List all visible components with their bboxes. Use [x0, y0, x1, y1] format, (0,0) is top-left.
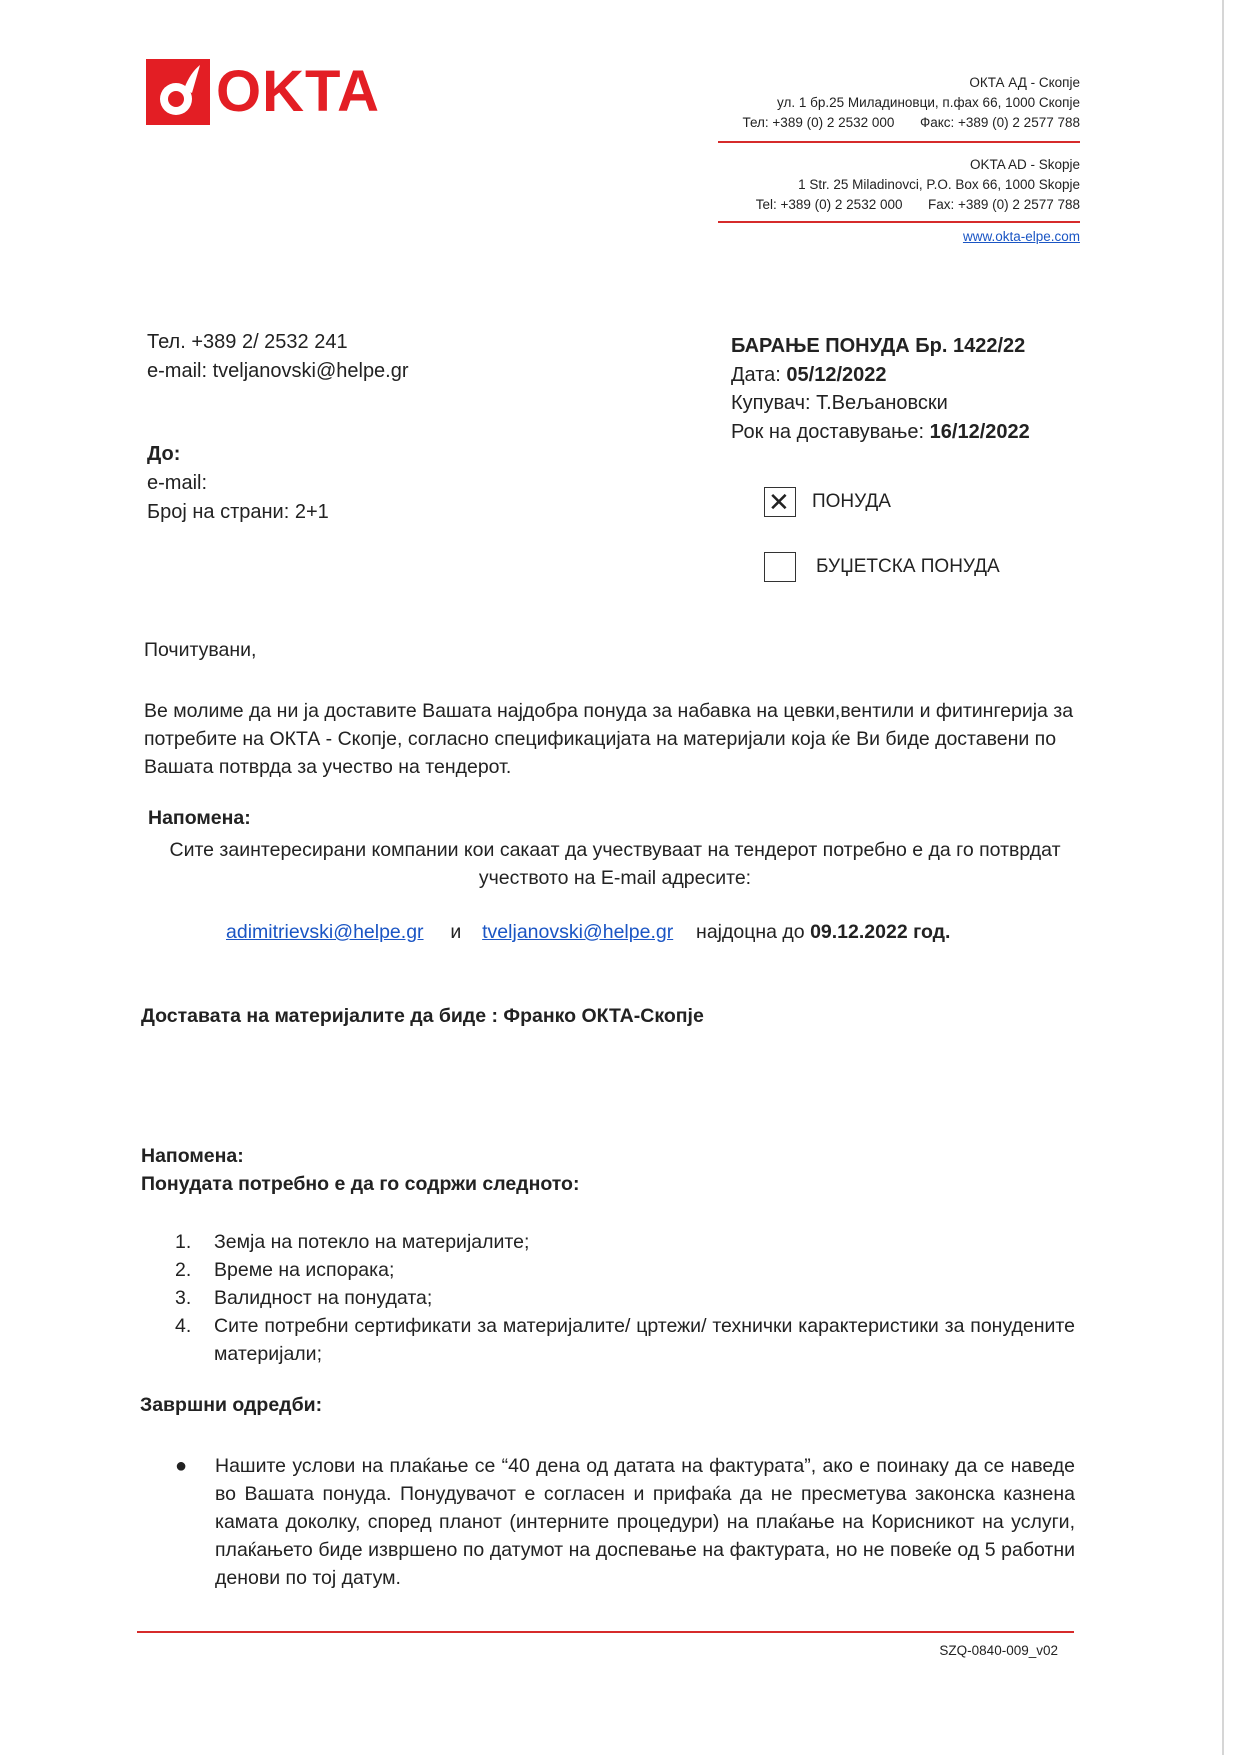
greeting: Почитувани, [144, 639, 257, 661]
recipient-email-label: e-mail: [147, 472, 208, 494]
deadline-prefix: најдоцна до [696, 921, 805, 943]
final-provisions-title: Завршни одредби: [140, 1394, 323, 1416]
header-divider-2 [718, 221, 1080, 223]
buyer: Купувач: Т.Вељановски [731, 392, 948, 414]
check-x-icon: ✕ [768, 487, 790, 517]
company-phone-en: Tel: +389 (0) 2 2532 000 [755, 197, 903, 212]
document-code: SZQ-0840-009_v02 [939, 1643, 1058, 1658]
request-date [731, 361, 1030, 390]
sender-email: e-mail: tveljanovski@helpe.gr [147, 360, 409, 382]
footer-divider [137, 1631, 1074, 1633]
confirm-deadline: 09.12.2022 год. [810, 921, 951, 943]
offer-checkbox[interactable] [764, 487, 796, 517]
company-info-en [660, 155, 1080, 215]
date-label: Дата: [731, 363, 781, 386]
sender-contact [147, 328, 409, 386]
company-fax-en: Fax: +389 (0) 2 2577 788 [928, 197, 1080, 212]
option-budget-offer [764, 552, 1000, 582]
company-address-en: 1 Str. 25 Miladinovci, P.O. Box 66, 1000 Skopje [798, 177, 1080, 192]
page-edge [1222, 0, 1224, 1755]
company-info-mk [660, 73, 1080, 133]
email-link-adimitrievski[interactable]: adimitrievski@helpe.gr [226, 921, 424, 943]
list-item: 4. Сите потребни сертификати за материјалите/ цртежи/ технички карактеристики за понудените материјали; [175, 1315, 1075, 1365]
bullet-icon: ● [175, 1455, 188, 1477]
note-title-1: Напомена: [148, 807, 251, 829]
email-conjunction: и [450, 921, 462, 943]
sender-phone: Тел. +389 2/ 2532 241 [147, 331, 348, 353]
payment-terms-text: Нашите услови на плаќање се “40 дена од датата на фактурата”, ако е поинаку да се наведе во Вашата понуда. Понудувачот е согласен и прифаќа да не пресметува законска казнена камата доколку, според планот (интерните процедури) на плаќање на Корисникот на услуги, плаќањето биде извршено по датумот на доспевање на фактурата, но не повеќе од 5 работни денови по тој датум. [215, 1455, 1075, 1589]
website-link[interactable]: www.okta-elpe.com [962, 229, 1080, 244]
to-label: До: [147, 443, 181, 465]
offer-label: ПОНУДА [812, 491, 891, 512]
date-value: 05/12/2022 [786, 363, 887, 386]
delivery-deadline [731, 418, 1030, 447]
company-fax-mk: Факс: +389 (0) 2 2577 788 [919, 115, 1080, 130]
option-offer [764, 487, 891, 517]
budget-offer-label: БУЏЕТСКА ПОНУДА [816, 556, 1000, 577]
company-name-mk: ОКТА АД - Скопје [969, 75, 1080, 90]
payment-terms [175, 1452, 1075, 1592]
company-address-mk: ул. 1 бр.25 Миладиновци, п.фах 66, 1000 Скопје [777, 95, 1080, 110]
note-subtitle-2: Понудата потребно е да го содржи следното: [141, 1173, 580, 1195]
logo-wordmark: OKTA [216, 59, 381, 124]
company-phone-fax-mk [660, 113, 1080, 133]
note-title-2: Напомена: [141, 1145, 244, 1167]
email-link-tveljanovski[interactable]: tveljanovski@helpe.gr [482, 921, 674, 943]
request-title: БАРАЊЕ ПОНУДА Бр. 1422/22 [731, 335, 1026, 357]
request-info [731, 332, 1030, 446]
deadline-label: Рок на доставување: [731, 420, 925, 443]
requirements-list [175, 1228, 1075, 1368]
deadline-value: 16/12/2022 [929, 420, 1030, 443]
list-item: 1. Земја на потекло на материјалите; [175, 1231, 530, 1253]
company-phone-fax-en [660, 195, 1080, 215]
delivery-terms: Доставата на материјалите да биде : Франко ОКТА-Скопје [141, 1005, 704, 1027]
recipient-block [147, 440, 329, 527]
list-item: 2. Време на испорака; [175, 1259, 395, 1281]
confirmation-emails [226, 921, 950, 944]
page-count: Број на страни: 2+1 [147, 501, 329, 523]
okta-drop-icon [146, 59, 210, 125]
intro-paragraph: Ве молиме да ни ја доставите Вашата најдобра понуда за набавка на цевки,вентили и фитингерија за потребите на ОКТА - Скопје, согласно спецификацијата на материјали која ќе Ви биде доставени по Вашата потврда за учество на тендерот. [144, 700, 1074, 778]
budget-offer-checkbox[interactable] [764, 552, 796, 582]
header-divider-1 [718, 141, 1080, 143]
okta-logo [146, 57, 380, 127]
list-item: 3. Валидност на понудата; [175, 1287, 433, 1309]
company-phone-mk: Тел: +389 (0) 2 2532 000 [742, 115, 895, 130]
note-text-1: Сите заинтересирани компании кои сакаат да учествуваат на тендерот потребно е да го потврдат учеството на E-mail адресите: [169, 839, 1061, 889]
company-name-en: OKTA AD - Skopje [969, 157, 1080, 172]
